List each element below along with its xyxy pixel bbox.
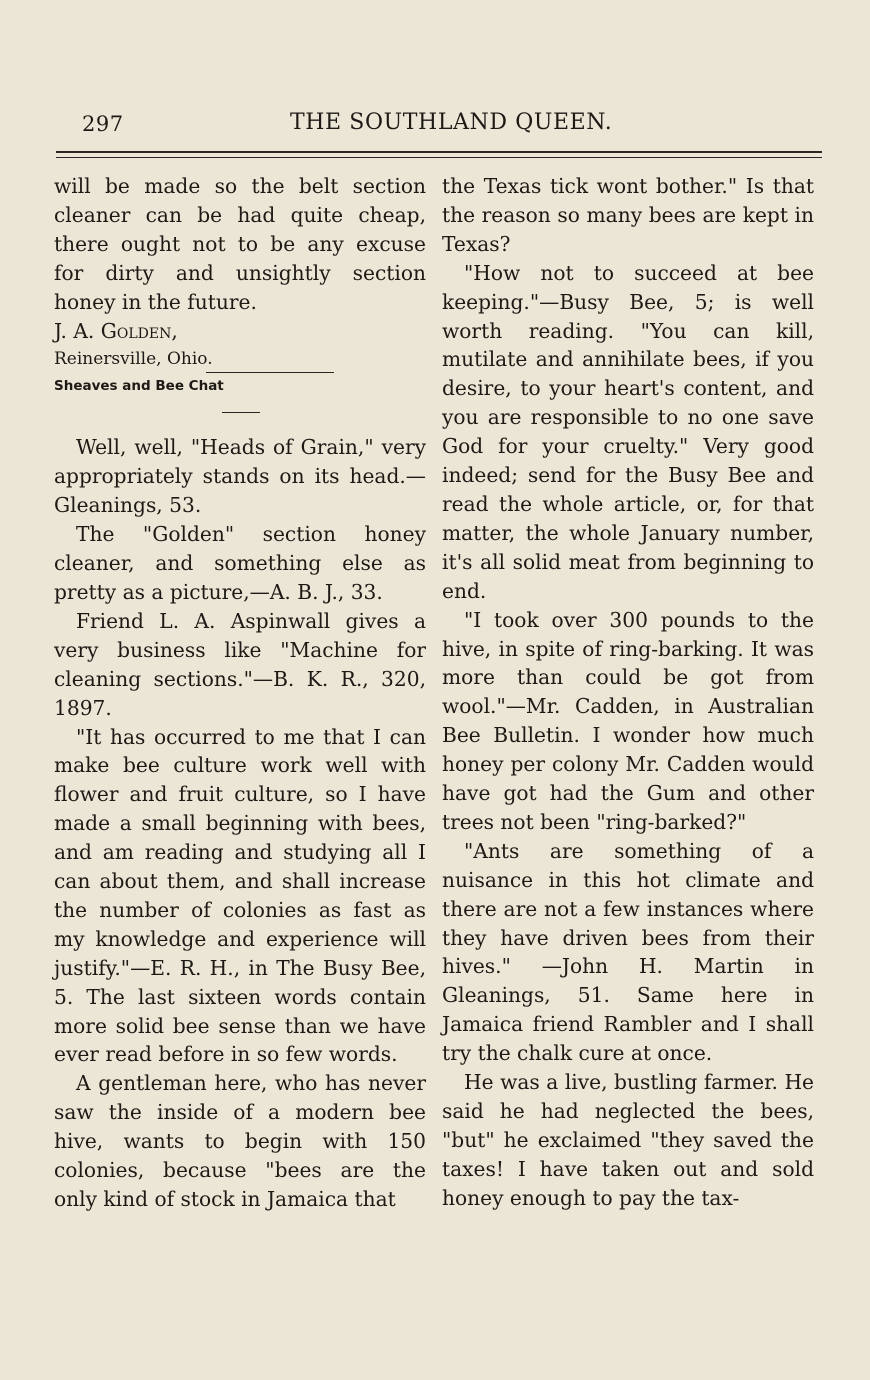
paragraph: Friend L. A. Aspinwall gives a very business like "Machine for cleaning sections."—B. K. R., 320, 1897. <box>54 608 426 720</box>
paragraph: He was a live, bustling farmer. He said he had neglected the bees, "but" he exclaimed "they saved the taxes! I have taken out and sold honey enough to pay the tax- <box>442 1070 814 1210</box>
section-heading: Sheaves and Bee Chat <box>54 378 224 395</box>
page-header <box>54 108 814 140</box>
paragraph: the Texas tick wont bother." Is that the reason so many bees are kept in Texas? <box>442 174 814 256</box>
header-rule-thick <box>56 151 822 153</box>
running-title: THE SOUTHLAND QUEEN. <box>290 110 613 135</box>
section-divider <box>222 412 260 413</box>
paragraph: The "Golden" section honey cleaner, and something else as pretty as a picture,—A. B. J., 33. <box>54 522 426 604</box>
paragraph: "I took over 300 pounds to the hive, in spite of ring-barking. It was more than could be got from wool."—Mr. Cadden, in Australian Bee Bulletin. I wonder how much honey per colony Mr. Cadden would have got had the Gum and other trees not been "ring-barked?" <box>442 607 814 834</box>
paragraph: A gentleman here, who has never saw the inside of a modern bee hive, wants to begin with 150 colonies, because "bees are the only kind of stock in Jamaica that <box>54 1071 426 1211</box>
header-rule-thin <box>56 157 822 158</box>
author-location: Reinersville, Ohio. <box>54 349 213 370</box>
left-column <box>54 172 426 1214</box>
paragraph: "How not to succeed at bee keeping."—Busy Bee, 5; is well worth reading. "You can kill, mutilate and annihilate bees, if you desire, to your heart's content, and you are responsible to no one save God for your cruelty." Very good indeed; send for the Busy Bee and read the whole article, or, for that matter, the whole January number, it's all solid meat from beginning to end. <box>442 260 814 603</box>
author-signature: J. A. Golden, <box>54 318 178 343</box>
page-number: 297 <box>82 112 124 136</box>
paragraph: will be made so the belt section cleaner can be had quite cheap, there ought not to be any excuse for dirty and unsightly section honey in the future. <box>54 174 426 314</box>
paragraph: "Ants are something of a nuisance in this hot climate and there are not a few instances where they have driven bees from their hives." —John H. Martin in Gleanings, 51. Same here in Jamaica friend Rambler and I shall try the chalk cure at once. <box>442 838 814 1066</box>
paragraph: Well, well, "Heads of Grain," very appropriately stands on its head.—Gleanings, 53. <box>54 435 426 518</box>
right-column <box>442 172 814 1213</box>
paragraph: "It has occurred to me that I can make bee culture work well with flower and fruit culture, so I have made a small beginning with bees, and am reading and studying all I can about them, and shall increase the number of colonies as fast as my knowledge and experience will justify."—E. R. H., in The Busy Bee, 5. The last sixteen words contain more solid bee sense than we have ever read before in so few words. <box>54 724 426 1067</box>
